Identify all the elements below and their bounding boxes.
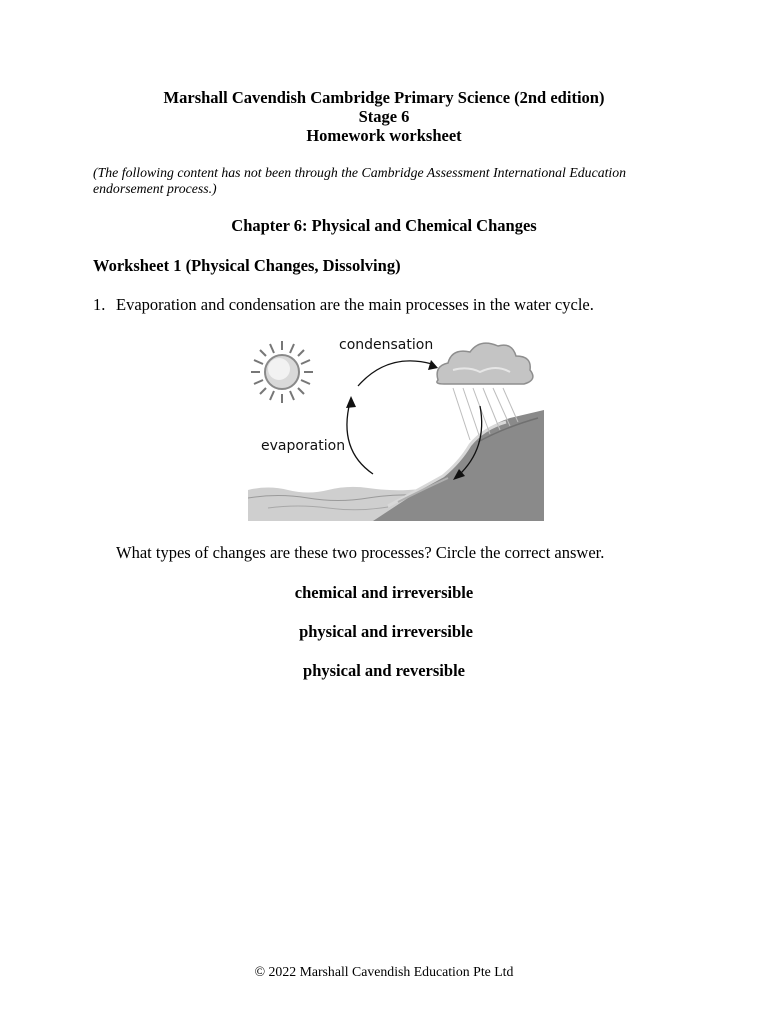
document-header	[0, 88, 768, 145]
question-text: Evaporation and condensation are the main processes in the water cycle.	[116, 295, 594, 314]
label-condensation: condensation	[339, 337, 434, 353]
header-worksheet-type: Homework worksheet	[306, 126, 462, 145]
question-number: 1.	[93, 295, 106, 314]
answer-option-physical-reversible[interactable]: physical and reversible	[303, 661, 465, 680]
worksheet-title: Worksheet 1 (Physical Changes, Dissolving)	[93, 256, 401, 275]
condensation-arrow	[358, 361, 432, 386]
endorsement-note: (The following content has not been through the Cambridge Assessment International Education endorsement process.)	[93, 165, 627, 196]
header-series-title: Marshall Cavendish Cambridge Primary Science (2nd edition)	[163, 88, 605, 107]
evaporation-arrowhead	[346, 396, 356, 408]
answer-option-chemical-irreversible[interactable]: chemical and irreversible	[294, 583, 474, 602]
question-prompt: What types of changes are these two processes? Circle the correct answer.	[116, 543, 605, 562]
question-1	[93, 295, 594, 315]
answer-option-physical-irreversible[interactable]: physical and irreversible	[299, 622, 473, 641]
water-cycle-figure	[248, 330, 544, 521]
evaporation-arrow	[347, 402, 373, 474]
condensation-arrowhead	[428, 360, 438, 370]
cloud-icon	[437, 343, 533, 384]
copyright-footer: © 2022 Marshall Cavendish Education Pte Ltd	[254, 964, 514, 979]
header-stage: Stage 6	[358, 107, 410, 126]
sun-icon	[251, 341, 313, 403]
label-evaporation: evaporation	[261, 438, 346, 454]
chapter-title: Chapter 6: Physical and Chemical Changes	[231, 216, 537, 235]
